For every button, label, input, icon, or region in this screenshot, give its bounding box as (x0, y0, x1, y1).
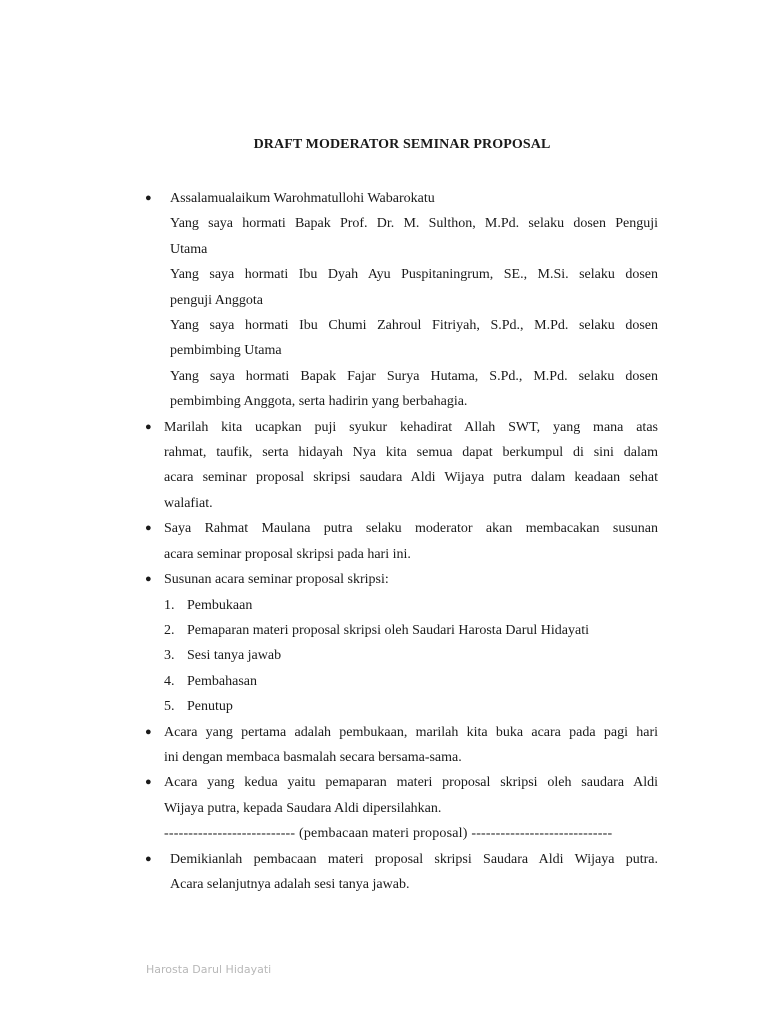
list-item (140, 770, 658, 821)
agenda-item (140, 694, 658, 719)
document-body (140, 186, 658, 897)
paragraph-line: rahmat, taufik, serta hidayah Nya kita semua dapat berkumpul di sini dalam (164, 445, 658, 461)
greeting-text: Assalamualaikum Warohmatullohi Wabarokatu (170, 191, 435, 206)
salutation-line: Yang saya hormati Bapak Prof. Dr. M. Sulthon, M.Pd. selaku dosen Penguji (170, 216, 658, 232)
paragraph-line: Acara yang pertama adalah pembukaan, marilah kita buka acara pada pagi hari (164, 724, 658, 740)
salutation-line: pembimbing Utama (170, 343, 282, 359)
agenda-list (140, 593, 658, 720)
agenda-text: Sesi tanya jawab (187, 648, 282, 664)
bullet-icon: ● (145, 852, 152, 865)
list-item (140, 186, 658, 415)
list-item (140, 516, 658, 567)
bullet-icon: ● (145, 420, 152, 433)
paragraph-line: acara seminar proposal skripsi pada hari ini. (164, 546, 411, 562)
agenda-number: 4. (164, 673, 175, 689)
bullet-icon: ● (145, 522, 152, 535)
paragraph-line: Wijaya putra, kepada Saudara Aldi dipersilahkan. (164, 800, 442, 816)
agenda-text: Pembukaan (187, 597, 253, 613)
agenda-text: Pembahasan (187, 673, 257, 689)
agenda-item (140, 593, 658, 618)
agenda-number: 3. (164, 648, 175, 664)
paragraph-line: Susunan acara seminar proposal skripsi: (164, 572, 389, 588)
bullet-icon: ● (145, 725, 152, 738)
agenda-number: 1. (164, 597, 175, 613)
page-footer: Harosta Darul Hidayati (146, 963, 272, 976)
list-item (140, 847, 658, 898)
agenda-number: 2. (164, 622, 175, 638)
list-item (140, 415, 658, 517)
salutation-line: pembimbing Anggota, serta hadirin yang berbahagia. (170, 394, 468, 410)
paragraph-line: walafiat. (164, 495, 213, 511)
agenda-item (140, 669, 658, 694)
list-item (140, 720, 658, 771)
list-item (140, 567, 658, 592)
bullet-icon: ● (145, 776, 152, 789)
agenda-item (140, 643, 658, 668)
agenda-number: 5. (164, 699, 175, 715)
paragraph-line: Acara yang kedua yaitu pemaparan materi proposal skripsi oleh saudara Aldi (164, 775, 658, 791)
paragraph-line: Acara selanjutnya adalah sesi tanya jawab. (170, 876, 410, 892)
document-title: DRAFT MODERATOR SEMINAR PROPOSAL (253, 137, 551, 152)
salutation-line: Utama (170, 241, 208, 257)
paragraph-line: Marilah kita ucapkan puji syukur kehadirat Allah SWT, yang mana atas (164, 419, 658, 435)
salutation-line: Yang saya hormati Ibu Dyah Ayu Puspitaningrum, SE., M.Si. selaku dosen (170, 267, 658, 283)
salutation-line: Yang saya hormati Ibu Chumi Zahroul Fitriyah, S.Pd., M.Pd. selaku dosen (170, 318, 658, 334)
agenda-text: Pemaparan materi proposal skripsi oleh Saudari Harosta Darul Hidayati (187, 622, 589, 638)
paragraph-line: acara seminar proposal skripsi saudara Aldi Wijaya putra dalam keadaan sehat (164, 470, 658, 486)
bullet-icon: ● (145, 573, 152, 586)
section-separator: --------------------------- (pembacaan materi proposal) ----------------------------- (164, 826, 613, 842)
agenda-item (140, 618, 658, 643)
bullet-icon: ● (145, 192, 152, 204)
salutation-line: penguji Anggota (170, 292, 263, 308)
paragraph-line: Saya Rahmat Maulana putra selaku moderator akan membacakan susunan (164, 521, 658, 537)
paragraph-line: ini dengan membaca basmalah secara bersama-sama. (164, 749, 462, 765)
paragraph-line: Demikianlah pembacaan materi proposal skripsi Saudara Aldi Wijaya putra. (170, 851, 658, 867)
agenda-text: Penutup (187, 699, 233, 715)
salutation-line: Yang saya hormati Bapak Fajar Surya Hutama, S.Pd., M.Pd. selaku dosen (170, 368, 658, 384)
